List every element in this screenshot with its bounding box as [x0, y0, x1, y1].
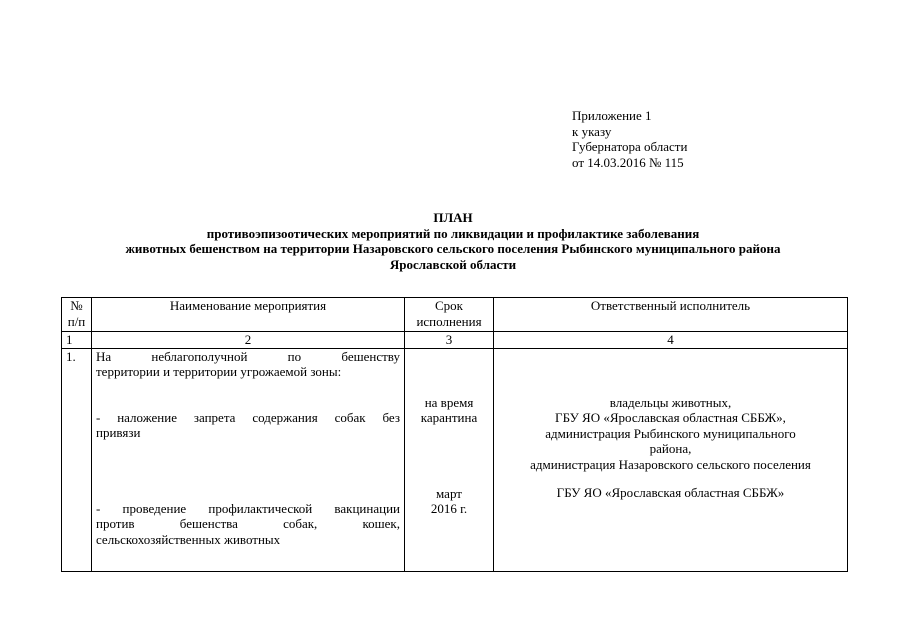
plan-table	[61, 297, 848, 572]
row-number: 1.	[62, 348, 92, 571]
column-number: 1	[62, 332, 92, 349]
title-line: противоэпизоотических мероприятий по ликвидации и профилактике заболевания	[206, 225, 700, 241]
title-line: ПЛАН	[433, 210, 473, 225]
executor-line: администрация Назаровского сельского поселения	[530, 456, 811, 472]
header-num	[62, 298, 92, 332]
row-activity	[92, 348, 405, 571]
table-row	[62, 348, 848, 571]
activity-item-line: против бешенства собак, кошек,	[96, 516, 400, 531]
header-term-line: Срок	[435, 298, 463, 313]
header-term	[405, 298, 494, 332]
term-line: карантина	[420, 410, 478, 425]
activity-item-line: сельскохозяйственных животных	[96, 531, 281, 547]
executor-line: ГБУ ЯО «Ярославская областная СББЖ»	[556, 485, 785, 500]
column-number-row	[62, 332, 848, 349]
appendix-block	[572, 108, 687, 170]
executor-line: района,	[649, 441, 692, 456]
row-executor	[494, 348, 848, 571]
header-name: Наименование мероприятия	[92, 298, 405, 332]
column-number: 2	[92, 332, 405, 349]
header-term-line: исполнения	[416, 313, 482, 329]
activity-item-line: привязи	[96, 425, 141, 440]
executor-line: администрация Рыбинского муниципального	[545, 425, 796, 441]
term-line: 2016 г.	[430, 501, 468, 516]
header-num-line: п/п	[67, 313, 86, 329]
header-executor: Ответственный исполнитель	[494, 298, 848, 332]
appendix-line: к указу	[572, 123, 612, 139]
activity-intro-line: На неблагополучной по бешенству	[96, 348, 400, 364]
column-number: 4	[494, 332, 848, 349]
row-term	[405, 348, 494, 571]
activity-intro-line: территории и территории угрожаемой зоны:	[96, 364, 342, 379]
appendix-line: от 14.03.2016 № 115	[572, 154, 684, 170]
appendix-line: Губернатора области	[572, 139, 688, 154]
table-header-row	[62, 298, 848, 332]
term-line: март	[436, 485, 462, 501]
column-number: 3	[405, 332, 494, 349]
activity-item-line: - наложение запрета содержания собак без	[96, 409, 400, 425]
title-line: животных бешенством на территории Назаровского сельского поселения Рыбинского муниципального района	[125, 241, 781, 256]
activity-item-line: - проведение профилактической вакцинации	[96, 500, 400, 516]
document-title	[60, 210, 846, 272]
title-line: Ярославской области	[389, 256, 517, 272]
executor-line: ГБУ ЯО «Ярославская областная СББЖ»,	[555, 410, 786, 425]
executor-line: владельцы животных,	[609, 394, 732, 410]
term-line: на время	[424, 394, 474, 410]
header-num-line: №	[70, 298, 83, 313]
appendix-line: Приложение 1	[572, 108, 652, 123]
